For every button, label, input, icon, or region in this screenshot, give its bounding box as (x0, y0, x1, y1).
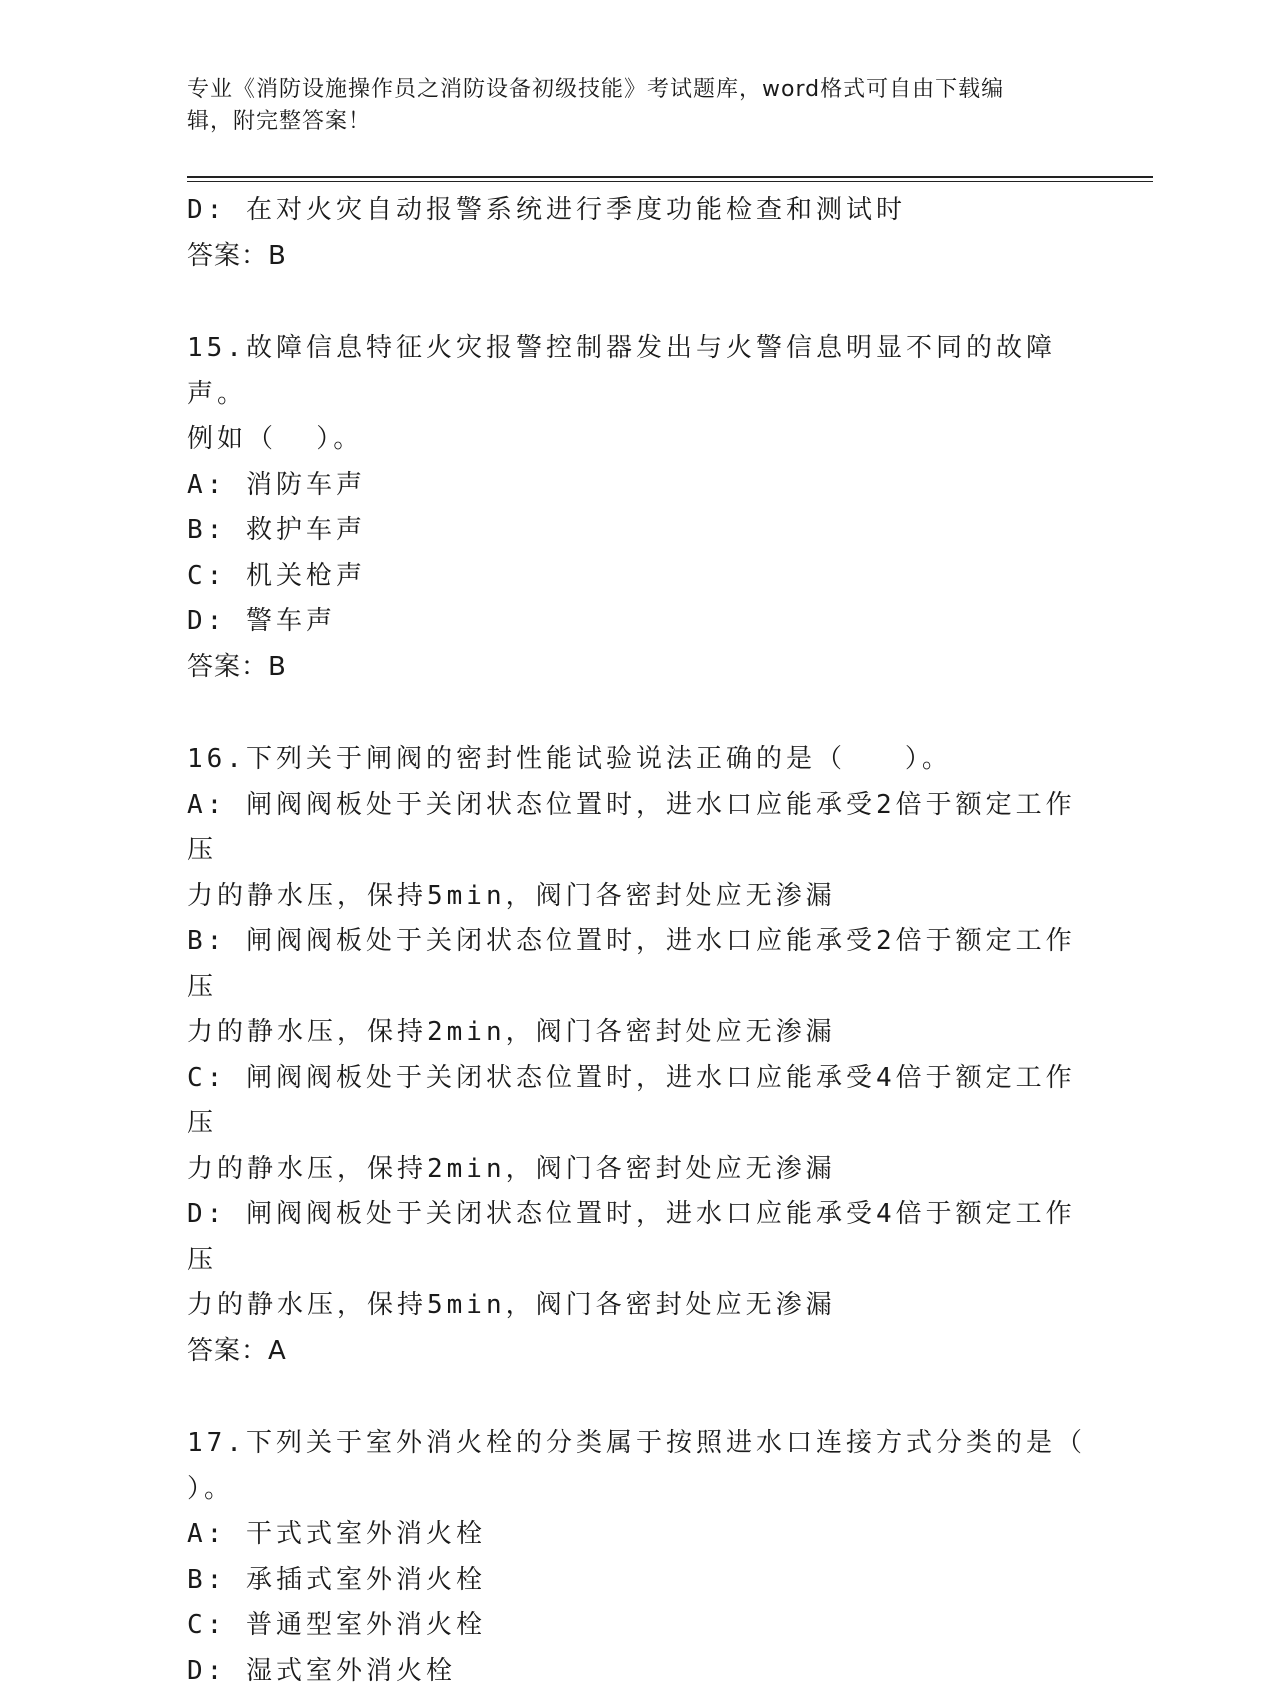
previous-question-tail (187, 188, 1087, 279)
spacer (187, 690, 1087, 737)
answer-line: 答案：A (187, 1329, 1087, 1375)
question-list (187, 188, 1087, 1694)
question-17 (187, 1421, 1087, 1694)
option-a: A: 闸阀阀板处于关闭状态位置时，进水口应能承受2倍于额定工作压 (187, 783, 1087, 874)
header-divider-thick (187, 176, 1153, 178)
option-c-continued: 力的静水压，保持2min，阀门各密封处应无渗漏 (187, 1147, 1087, 1193)
question-stem: 15.故障信息特征火灾报警控制器发出与火警信息明显不同的故障声。 (187, 326, 1087, 417)
answer-line: 答案：B (187, 645, 1087, 691)
option-c: C: 普通型室外消火栓 (187, 1603, 1087, 1649)
question-stem: 例如（ ）。 (187, 417, 1087, 463)
option-c: C: 机关枪声 (187, 554, 1087, 600)
header-divider-thin (187, 181, 1153, 182)
option-b: B: 闸阀阀板处于关闭状态位置时，进水口应能承受2倍于额定工作压 (187, 919, 1087, 1010)
header-line-1: 专业《消防设施操作员之消防设备初级技能》考试题库，word格式可自由下载编 (187, 74, 1067, 106)
option-b: B: 救护车声 (187, 508, 1087, 554)
header-line-2: 辑，附完整答案！ (187, 106, 1067, 138)
question-15 (187, 326, 1087, 690)
option-a: A: 干式式室外消火栓 (187, 1512, 1087, 1558)
option-b-continued: 力的静水压，保持2min，阀门各密封处应无渗漏 (187, 1010, 1087, 1056)
option-b: B: 承插式室外消火栓 (187, 1558, 1087, 1604)
option-d-continued: 力的静水压，保持5min，阀门各密封处应无渗漏 (187, 1283, 1087, 1329)
document-header (187, 74, 1067, 138)
option-d: D: 湿式室外消火栓 (187, 1649, 1087, 1694)
question-16 (187, 737, 1087, 1374)
option-d: D: 闸阀阀板处于关闭状态位置时，进水口应能承受4倍于额定工作压 (187, 1192, 1087, 1283)
spacer (187, 279, 1087, 326)
question-stem: 16.下列关于闸阀的密封性能试验说法正确的是（ ）。 (187, 737, 1087, 783)
question-stem: 17.下列关于室外消火栓的分类属于按照进水口连接方式分类的是（ (187, 1421, 1087, 1467)
answer-line: 答案：B (187, 234, 1087, 280)
spacer (187, 1374, 1087, 1421)
option-d: D: 警车声 (187, 599, 1087, 645)
option-a-continued: 力的静水压，保持5min，阀门各密封处应无渗漏 (187, 874, 1087, 920)
option-d: D: 在对火灾自动报警系统进行季度功能检查和测试时 (187, 188, 1087, 234)
option-c: C: 闸阀阀板处于关闭状态位置时，进水口应能承受4倍于额定工作压 (187, 1056, 1087, 1147)
question-stem: ）。 (187, 1467, 1087, 1513)
option-a: A: 消防车声 (187, 463, 1087, 509)
